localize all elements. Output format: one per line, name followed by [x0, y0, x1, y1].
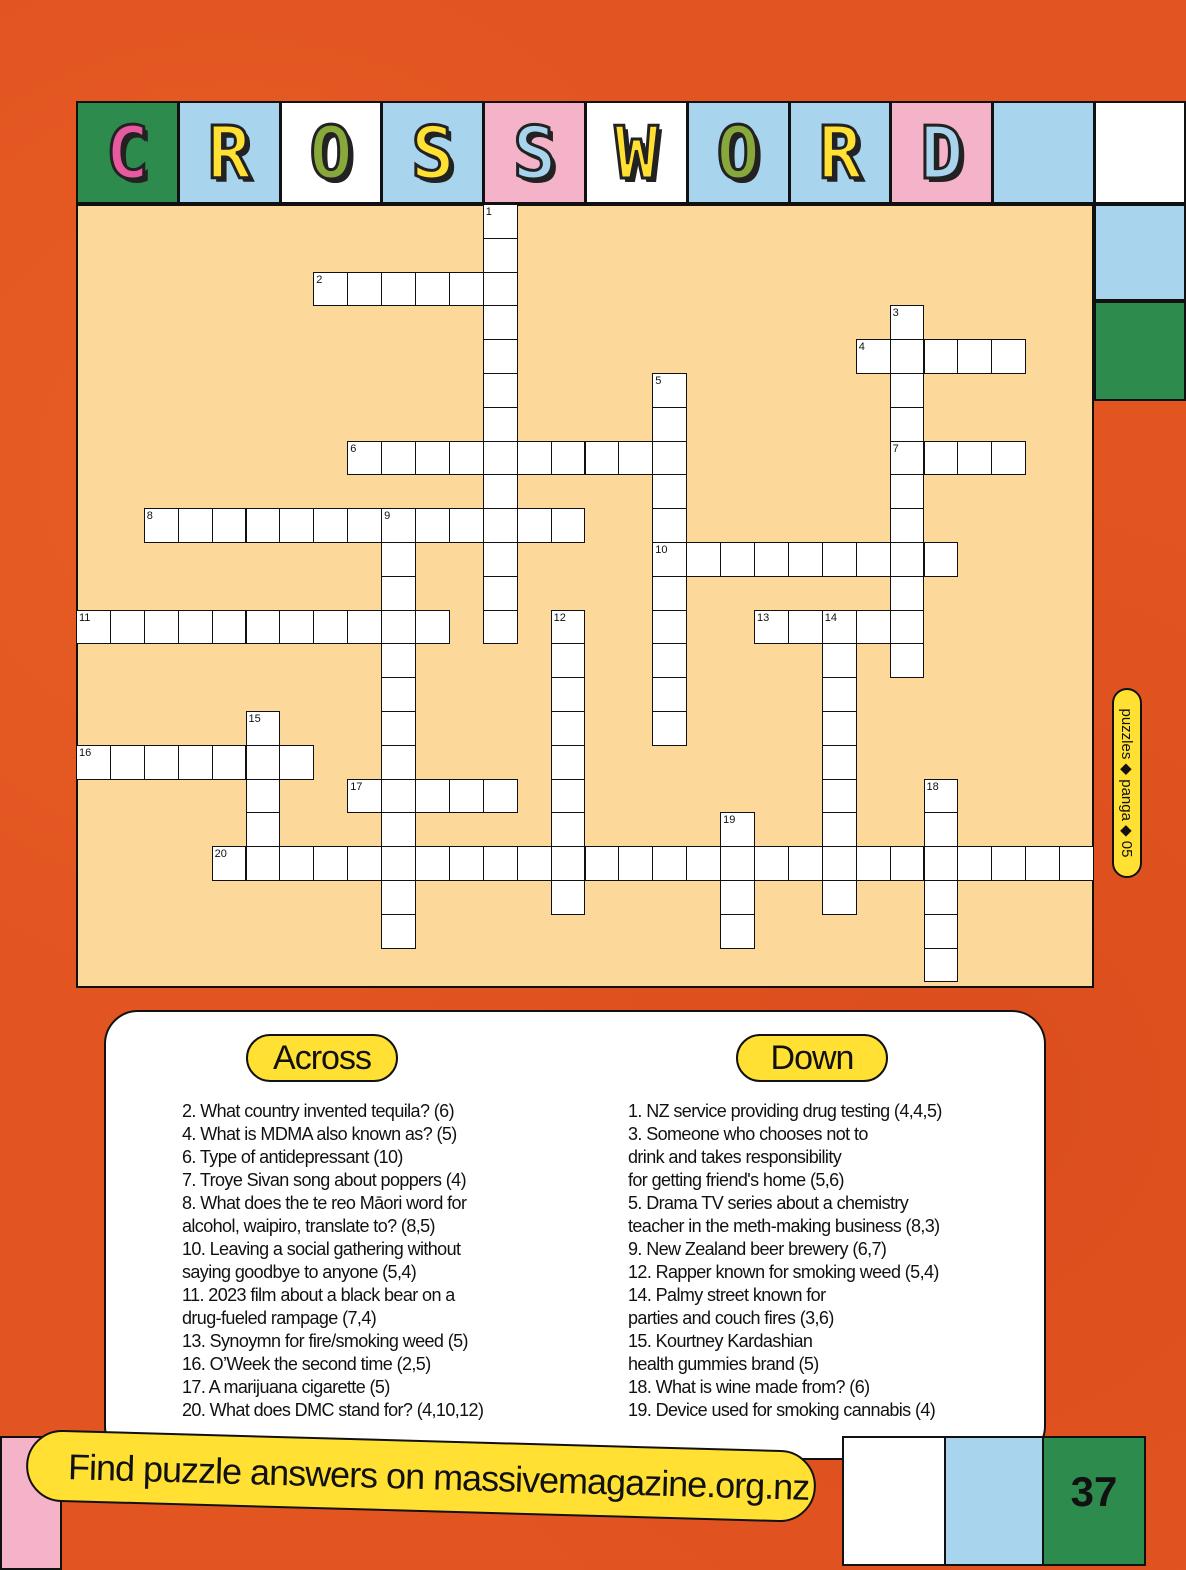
grid-cell[interactable]	[279, 745, 314, 780]
grid-cell[interactable]	[381, 508, 416, 543]
grid-cell[interactable]	[822, 542, 857, 577]
grid-cell[interactable]	[551, 441, 586, 476]
title-letter: S	[512, 110, 557, 195]
clue-number: 16	[79, 746, 92, 759]
grid-cell[interactable]	[720, 914, 755, 949]
across-clue: saying goodbye to anyone (5,4)	[182, 1262, 417, 1282]
grid-cell[interactable]	[957, 441, 992, 476]
grid-cell[interactable]	[1025, 846, 1060, 881]
grid-cell[interactable]	[144, 610, 179, 645]
grid-cell[interactable]	[347, 272, 382, 307]
grid-cell[interactable]	[381, 610, 416, 645]
grid-cell[interactable]	[788, 610, 823, 645]
grid-cell[interactable]	[551, 745, 586, 780]
grid-cell[interactable]	[246, 508, 281, 543]
grid-cell[interactable]	[381, 779, 416, 814]
grid-cell[interactable]	[483, 339, 518, 374]
grid-cell[interactable]	[483, 576, 518, 611]
title-cell	[789, 101, 892, 204]
grid-cell[interactable]	[381, 441, 416, 476]
grid-cell[interactable]	[449, 441, 484, 476]
deco-block-blue	[1094, 204, 1186, 301]
grid-cell[interactable]	[957, 846, 992, 881]
grid-cell[interactable]	[890, 373, 925, 408]
across-clue: 7. Troye Sivan song about poppers (4)	[182, 1170, 466, 1190]
grid-cell[interactable]	[381, 272, 416, 307]
grid-cell[interactable]	[652, 846, 687, 881]
grid-cell[interactable]	[652, 610, 687, 645]
clue-number: 17	[350, 780, 363, 793]
clue-number: 6	[350, 442, 357, 455]
title-letter: W	[614, 110, 659, 195]
clue-number: 20	[214, 848, 227, 861]
across-clue: 8. What does the te reo Māori word for	[182, 1193, 467, 1213]
grid-cell[interactable]	[449, 508, 484, 543]
grid-cell[interactable]	[924, 779, 959, 814]
grid-cell[interactable]	[347, 610, 382, 645]
grid-cell[interactable]	[822, 643, 857, 678]
down-clue: 9. New Zealand beer brewery (6,7)	[628, 1239, 887, 1259]
clue-number: 8	[146, 510, 153, 523]
grid-cell[interactable]	[924, 846, 959, 881]
grid-cell[interactable]	[246, 745, 281, 780]
across-clue: 16. O’Week the second time (2,5)	[182, 1354, 431, 1374]
grid-cell[interactable]	[991, 339, 1026, 374]
grid-cell[interactable]	[415, 272, 450, 307]
grid-cell[interactable]	[652, 542, 687, 577]
title-cell	[992, 101, 1095, 204]
grid-cell[interactable]	[313, 846, 348, 881]
grid-cell[interactable]	[381, 914, 416, 949]
grid-cell[interactable]	[856, 610, 891, 645]
section-tab-label: puzzles ◆ panga ◆ 05	[1118, 708, 1135, 858]
deco-block-white	[1094, 101, 1186, 204]
grid-cell[interactable]	[76, 610, 111, 645]
grid-cell[interactable]	[924, 339, 959, 374]
grid-cell[interactable]	[1059, 846, 1094, 881]
grid-cell[interactable]	[381, 677, 416, 712]
grid-cell[interactable]	[788, 846, 823, 881]
answers-link-text[interactable]: Find puzzle answers on massivemagazine.org.nz	[67, 1446, 810, 1508]
grid-cell[interactable]	[381, 643, 416, 678]
deco-block-white-bottom	[842, 1436, 946, 1566]
grid-cell[interactable]	[279, 610, 314, 645]
title-cell	[178, 101, 281, 204]
grid-cell[interactable]	[246, 779, 281, 814]
grid-cell[interactable]	[551, 779, 586, 814]
grid-cell[interactable]	[754, 610, 789, 645]
down-clue: 18. What is wine made from? (6)	[628, 1377, 870, 1397]
across-clue: 6. Type of antidepressant (10)	[182, 1147, 403, 1167]
grid-cell[interactable]	[483, 204, 518, 239]
grid-cell[interactable]	[381, 846, 416, 881]
grid-cell[interactable]	[924, 812, 959, 847]
grid-cell[interactable]	[585, 846, 620, 881]
across-clue: alcohol, waipiro, translate to? (8,5)	[182, 1216, 435, 1236]
grid-cell[interactable]	[991, 846, 1026, 881]
grid-cell[interactable]	[483, 272, 518, 307]
clue-number: 3	[892, 307, 899, 320]
grid-cell[interactable]	[381, 542, 416, 577]
grid-cell[interactable]	[246, 610, 281, 645]
title-letter: O	[716, 110, 760, 195]
grid-cell[interactable]	[754, 542, 789, 577]
grid-cell[interactable]	[246, 812, 281, 847]
grid-cell[interactable]	[720, 880, 755, 915]
clue-number: 2	[316, 273, 323, 286]
clue-number: 9	[384, 510, 391, 523]
grid-cell[interactable]	[144, 745, 179, 780]
title-letter: S	[411, 110, 455, 195]
grid-cell[interactable]	[483, 474, 518, 509]
grid-cell[interactable]	[246, 846, 281, 881]
grid-cell[interactable]	[856, 846, 891, 881]
title-cell	[483, 101, 586, 204]
grid-cell[interactable]	[449, 846, 484, 881]
grid-cell[interactable]	[822, 745, 857, 780]
grid-cell[interactable]	[313, 610, 348, 645]
grid-cell[interactable]	[924, 441, 959, 476]
grid-cell[interactable]	[415, 441, 450, 476]
grid-cell[interactable]	[347, 508, 382, 543]
down-clue: drink and takes responsibility	[628, 1147, 842, 1167]
grid-cell[interactable]	[585, 441, 620, 476]
grid-cell[interactable]	[483, 542, 518, 577]
grid-cell[interactable]	[652, 373, 687, 408]
down-clue: health gummies brand (5)	[628, 1354, 819, 1374]
across-clue: 2. What country invented tequila? (6)	[182, 1101, 454, 1121]
down-clue: 5. Drama TV series about a chemistry	[628, 1193, 909, 1213]
grid-cell[interactable]	[449, 272, 484, 307]
across-clue: 17. A marijuana cigarette (5)	[182, 1377, 390, 1397]
grid-cell[interactable]	[551, 812, 586, 847]
grid-cell[interactable]	[279, 508, 314, 543]
grid-cell[interactable]	[890, 407, 925, 442]
grid-cell[interactable]	[924, 914, 959, 949]
grid-cell[interactable]	[415, 610, 450, 645]
grid-cell[interactable]	[618, 846, 653, 881]
across-clue: 4. What is MDMA also known as? (5)	[182, 1124, 457, 1144]
grid-cell[interactable]	[178, 610, 213, 645]
grid-cell[interactable]	[381, 812, 416, 847]
title-cell	[76, 101, 179, 204]
grid-cell[interactable]	[652, 441, 687, 476]
grid-cell[interactable]	[551, 677, 586, 712]
grid-cell[interactable]	[381, 880, 416, 915]
grid-cell[interactable]	[890, 474, 925, 509]
grid-cell[interactable]	[652, 711, 687, 746]
grid-cell[interactable]	[652, 576, 687, 611]
title-letter: C	[105, 110, 150, 195]
down-clue: teacher in the meth-making business (8,3)	[628, 1216, 940, 1236]
grid-cell[interactable]	[212, 846, 247, 881]
grid-cell[interactable]	[890, 441, 925, 476]
grid-cell[interactable]	[110, 745, 145, 780]
title-cell	[280, 101, 383, 204]
grid-cell[interactable]	[483, 238, 518, 273]
grid-cell[interactable]	[551, 508, 586, 543]
down-clue: parties and couch fires (3,6)	[628, 1308, 834, 1328]
grid-cell[interactable]	[551, 711, 586, 746]
clue-number: 18	[926, 780, 939, 793]
grid-cell[interactable]	[822, 812, 857, 847]
grid-cell[interactable]	[313, 272, 348, 307]
grid-cell[interactable]	[686, 542, 721, 577]
grid-cell[interactable]	[483, 441, 518, 476]
grid-cell[interactable]	[551, 610, 586, 645]
grid-cell[interactable]	[415, 779, 450, 814]
grid-cell[interactable]	[347, 846, 382, 881]
grid-cell[interactable]	[415, 846, 450, 881]
grid-cell[interactable]	[856, 542, 891, 577]
grid-cell[interactable]	[483, 779, 518, 814]
page-number-block	[1042, 1436, 1146, 1566]
grid-cell[interactable]	[415, 508, 450, 543]
title-letter: R	[818, 110, 862, 195]
grid-cell[interactable]	[991, 441, 1026, 476]
grid-cell[interactable]	[551, 846, 586, 881]
clue-number: 11	[79, 611, 91, 624]
clue-number: 13	[757, 611, 770, 624]
down-clue: 3. Someone who chooses not to	[628, 1124, 868, 1144]
grid-cell[interactable]	[890, 576, 925, 611]
grid-cell[interactable]	[347, 441, 382, 476]
grid-cell[interactable]	[856, 339, 891, 374]
down-clue: 12. Rapper known for smoking weed (5,4)	[628, 1262, 939, 1282]
grid-cell[interactable]	[212, 745, 247, 780]
grid-cell[interactable]	[788, 542, 823, 577]
title-letter: O	[309, 110, 353, 195]
grid-cell[interactable]	[483, 373, 518, 408]
grid-cell[interactable]	[652, 508, 687, 543]
grid-cell[interactable]	[822, 610, 857, 645]
grid-cell[interactable]	[924, 542, 959, 577]
grid-cell[interactable]	[890, 643, 925, 678]
grid-cell[interactable]	[890, 508, 925, 543]
clue-number: 4	[858, 341, 865, 354]
clue-number: 1	[485, 206, 492, 218]
clue-number: 12	[553, 611, 566, 624]
grid-cell[interactable]	[618, 441, 653, 476]
grid-cell[interactable]	[720, 812, 755, 847]
grid-cell[interactable]	[652, 407, 687, 442]
grid-cell[interactable]	[957, 339, 992, 374]
clue-number: 7	[892, 442, 899, 455]
across-clue: 11. 2023 film about a black bear on a	[182, 1285, 455, 1305]
across-clue: 13. Synoymn for fire/smoking weed (5)	[182, 1331, 468, 1351]
clue-number: 14	[824, 611, 838, 624]
down-clue-list	[628, 1100, 942, 1422]
title-letter: D	[920, 110, 964, 195]
clue-number: 5	[655, 375, 662, 387]
grid-cell[interactable]	[279, 846, 314, 881]
grid-cell[interactable]	[313, 508, 348, 543]
grid-cell[interactable]	[551, 880, 586, 915]
section-tab	[1112, 688, 1142, 878]
across-clue-list	[182, 1100, 483, 1422]
grid-cell[interactable]	[822, 677, 857, 712]
down-clue: 14. Palmy street known for	[628, 1285, 826, 1305]
grid-cell[interactable]	[246, 711, 281, 746]
clue-number: 10	[655, 544, 668, 556]
grid-cell[interactable]	[449, 779, 484, 814]
grid-cell[interactable]	[720, 846, 755, 881]
grid-cell[interactable]	[178, 508, 213, 543]
grid-cell[interactable]	[381, 711, 416, 746]
grid-cell[interactable]	[822, 880, 857, 915]
grid-cell[interactable]	[924, 948, 959, 983]
deco-block-green	[1094, 301, 1186, 401]
grid-cell[interactable]	[381, 576, 416, 611]
across-clue: 10. Leaving a social gathering without	[182, 1239, 461, 1259]
title-cell	[585, 101, 688, 204]
grid-cell[interactable]	[483, 610, 518, 645]
title-cell	[687, 101, 790, 204]
down-clue: 19. Device used for smoking cannabis (4)	[628, 1400, 936, 1420]
title-cell	[381, 101, 484, 204]
grid-cell[interactable]	[890, 610, 925, 645]
grid-cell[interactable]	[212, 508, 247, 543]
grid-cell[interactable]	[652, 643, 687, 678]
grid-cell[interactable]	[110, 610, 145, 645]
grid-cell[interactable]	[483, 407, 518, 442]
grid-cell[interactable]	[890, 846, 925, 881]
grid-cell[interactable]	[890, 339, 925, 374]
across-clue: drug-fueled rampage (7,4)	[182, 1308, 377, 1328]
grid-cell[interactable]	[517, 508, 552, 543]
grid-cell[interactable]	[212, 610, 247, 645]
across-clue: 20. What does DMC stand for? (4,10,12)	[182, 1400, 484, 1420]
grid-cell[interactable]	[483, 846, 518, 881]
grid-cell[interactable]	[652, 474, 687, 509]
crossword-grid	[76, 204, 1094, 988]
title-cell	[890, 101, 993, 204]
grid-cell[interactable]	[483, 508, 518, 543]
grid-cell[interactable]	[347, 779, 382, 814]
grid-cell[interactable]	[381, 745, 416, 780]
down-clue: for getting friend's home (5,6)	[628, 1170, 844, 1190]
grid-cell[interactable]	[517, 846, 552, 881]
down-heading: Down	[736, 1034, 888, 1082]
grid-cell[interactable]	[144, 508, 179, 543]
grid-cell[interactable]	[686, 846, 721, 881]
clue-number: 19	[723, 814, 736, 827]
grid-cell[interactable]	[924, 880, 959, 915]
grid-cell[interactable]	[822, 779, 857, 814]
grid-cell[interactable]	[754, 846, 789, 881]
across-heading: Across	[246, 1034, 398, 1082]
down-clue: 1. NZ service providing drug testing (4,4,5)	[628, 1101, 942, 1121]
grid-cell[interactable]	[720, 542, 755, 577]
grid-cell[interactable]	[551, 643, 586, 678]
grid-cell[interactable]	[652, 677, 687, 712]
grid-cell[interactable]	[822, 711, 857, 746]
grid-cell[interactable]	[76, 745, 111, 780]
deco-block-blue-bottom	[944, 1436, 1044, 1566]
grid-cell[interactable]	[517, 441, 552, 476]
grid-cell[interactable]	[483, 305, 518, 340]
down-clue: 15. Kourtney Kardashian	[628, 1331, 813, 1351]
grid-cell[interactable]	[178, 745, 213, 780]
page-number: 37	[1070, 1468, 1118, 1515]
clues-panel	[104, 1010, 1046, 1460]
grid-cell[interactable]	[890, 305, 925, 340]
grid-cell[interactable]	[822, 846, 857, 881]
title-letter: R	[207, 110, 251, 195]
grid-cell[interactable]	[890, 542, 925, 577]
clue-number: 15	[248, 713, 261, 725]
